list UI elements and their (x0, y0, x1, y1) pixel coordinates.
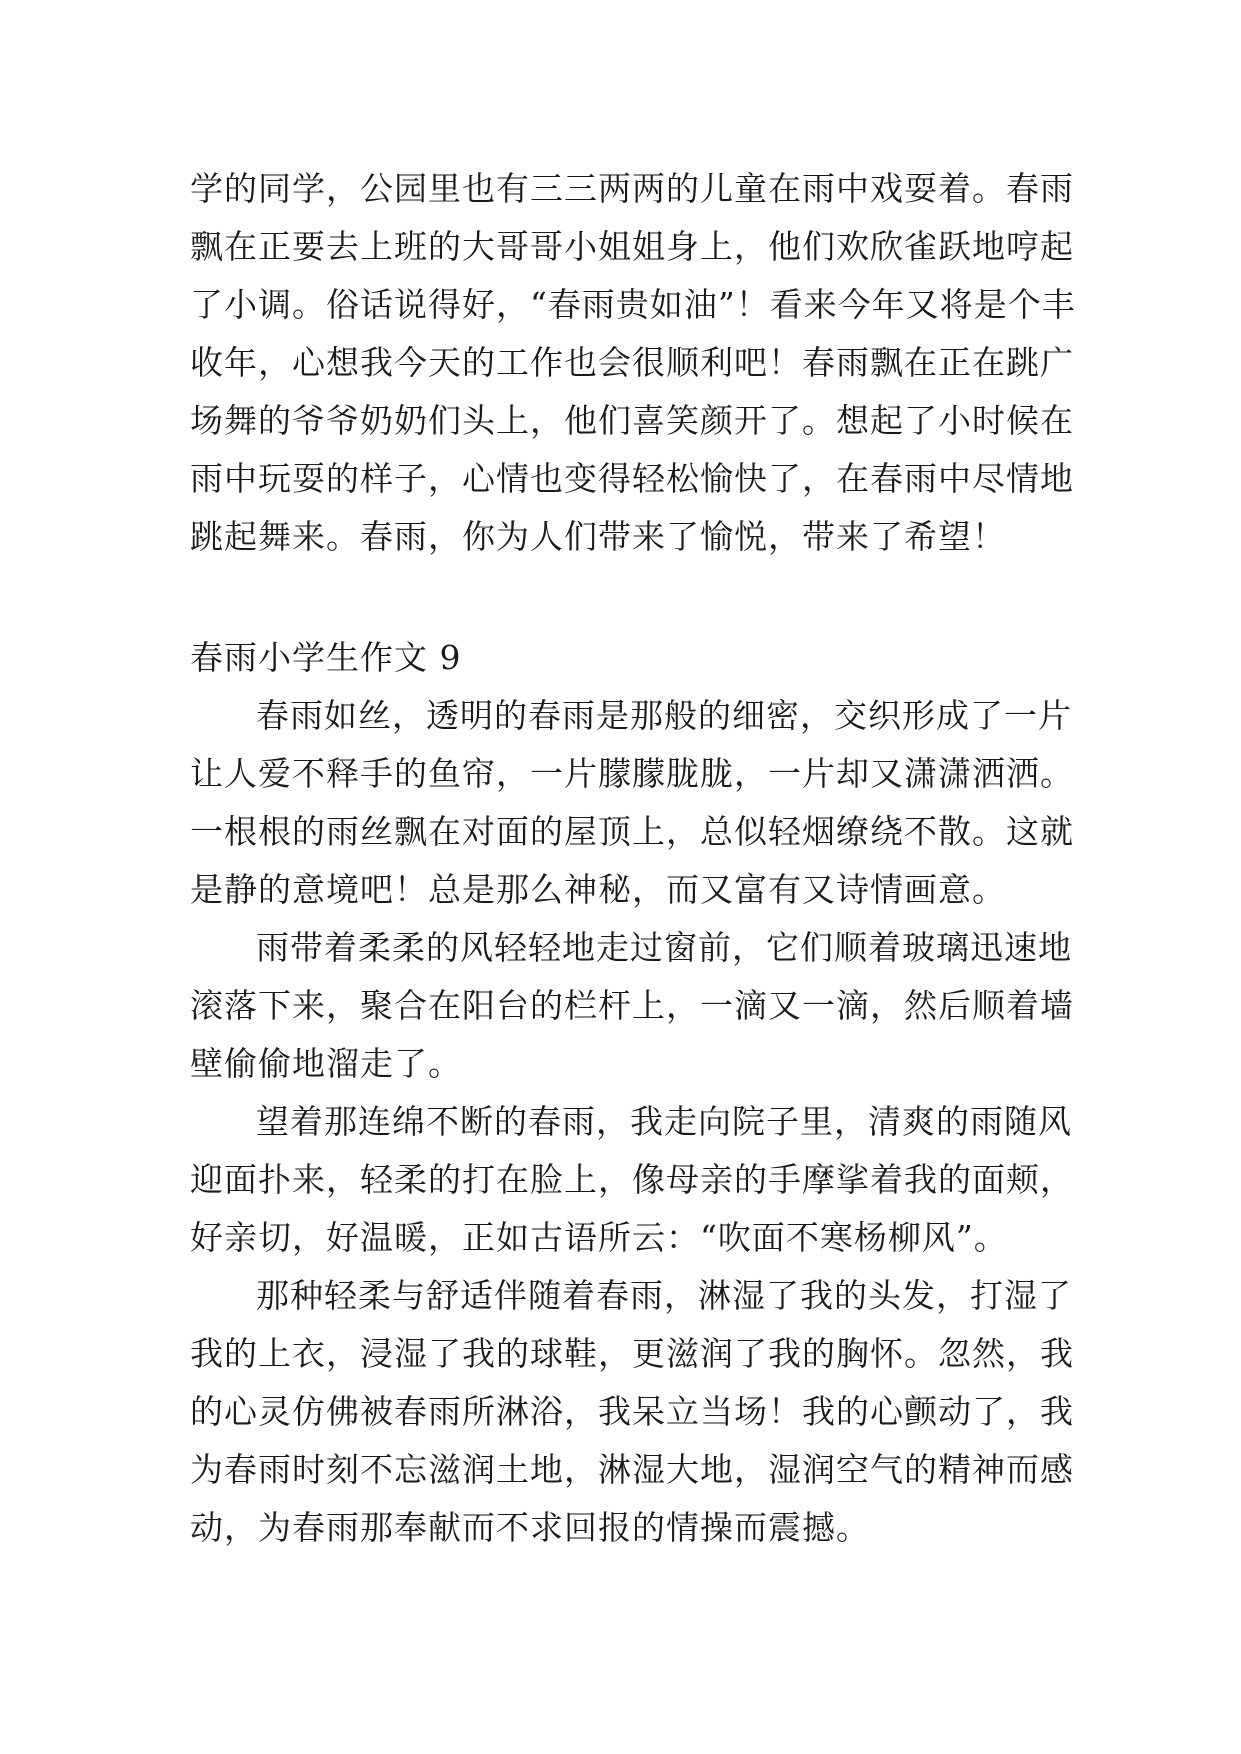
text-line: 跳起舞来。春雨，你为人们带来了愉悦，带来了希望！ (190, 517, 1006, 556)
text-line: 雨带着柔柔的风轻轻地走过窗前，它们顺着玻璃迅速地 (256, 928, 1072, 967)
text-line: 好亲切，好温暖，正如古语所云：“吹面不寒杨柳风”。 (190, 1218, 1008, 1257)
section-gap (190, 566, 1070, 629)
text-line: 动，为春雨那奉献而不求回报的情操而震撼。 (190, 1508, 870, 1547)
text-line: 场舞的爷爷奶奶们头上，他们喜笑颜开了。想起了小时候在 (190, 401, 1074, 440)
paragraph-3 (190, 1093, 1074, 1267)
text-line: 学的同学，公园里也有三三两两的儿童在雨中戏耍着。春雨 (190, 169, 1074, 208)
text-line: 我的上衣，浸湿了我的球鞋，更滋润了我的胸怀。忽然，我 (190, 1334, 1074, 1373)
text-line: 了小调。俗话说得好，“春雨贵如油”！看来今年又将是个丰 (190, 285, 1076, 324)
document-body (190, 160, 1076, 1557)
text-line: 是静的意境吧！总是那么神秘，而又富有又诗情画意。 (190, 870, 1006, 909)
text-line: 春雨如丝，透明的春雨是那般的细密，交织形成了一片 (256, 696, 1072, 735)
intro-paragraph (190, 160, 1076, 566)
essay-title: 春雨小学生作文 9 (190, 638, 462, 677)
paragraph-2 (190, 919, 1074, 1093)
paragraph-1 (190, 687, 1074, 919)
text-line: 迎面扑来，轻柔的打在脸上，像母亲的手摩挲着我的面颊， (190, 1160, 1074, 1199)
text-line: 为春雨时刻不忘滋润土地，淋湿大地，湿润空气的精神而感 (190, 1450, 1074, 1489)
paragraph-4 (190, 1267, 1074, 1557)
text-line: 雨中玩耍的样子，心情也变得轻松愉快了，在春雨中尽情地 (190, 459, 1074, 498)
text-line: 滚落下来，聚合在阳台的栏杆上，一滴又一滴，然后顺着墙 (190, 986, 1074, 1025)
text-line: 那种轻柔与舒适伴随着春雨，淋湿了我的头发，打湿了 (256, 1276, 1072, 1315)
text-line: 让人爱不释手的鱼帘，一片朦朦胧胧，一片却又潇潇洒洒。 (190, 754, 1074, 793)
text-line: 壁偷偷地溜走了。 (190, 1044, 462, 1083)
text-line: 一根根的雨丝飘在对面的屋顶上，总似轻烟缭绕不散。这就 (190, 812, 1074, 851)
text-line: 的心灵仿佛被春雨所淋浴，我呆立当场！我的心颤动了，我 (190, 1392, 1074, 1431)
text-line: 飘在正要去上班的大哥哥小姐姐身上，他们欢欣雀跃地哼起 (190, 227, 1074, 266)
text-line: 收年，心想我今天的工作也会很顺利吧！春雨飘在正在跳广 (190, 343, 1074, 382)
text-line: 望着那连绵不断的春雨，我走向院子里，清爽的雨随风 (256, 1102, 1072, 1141)
